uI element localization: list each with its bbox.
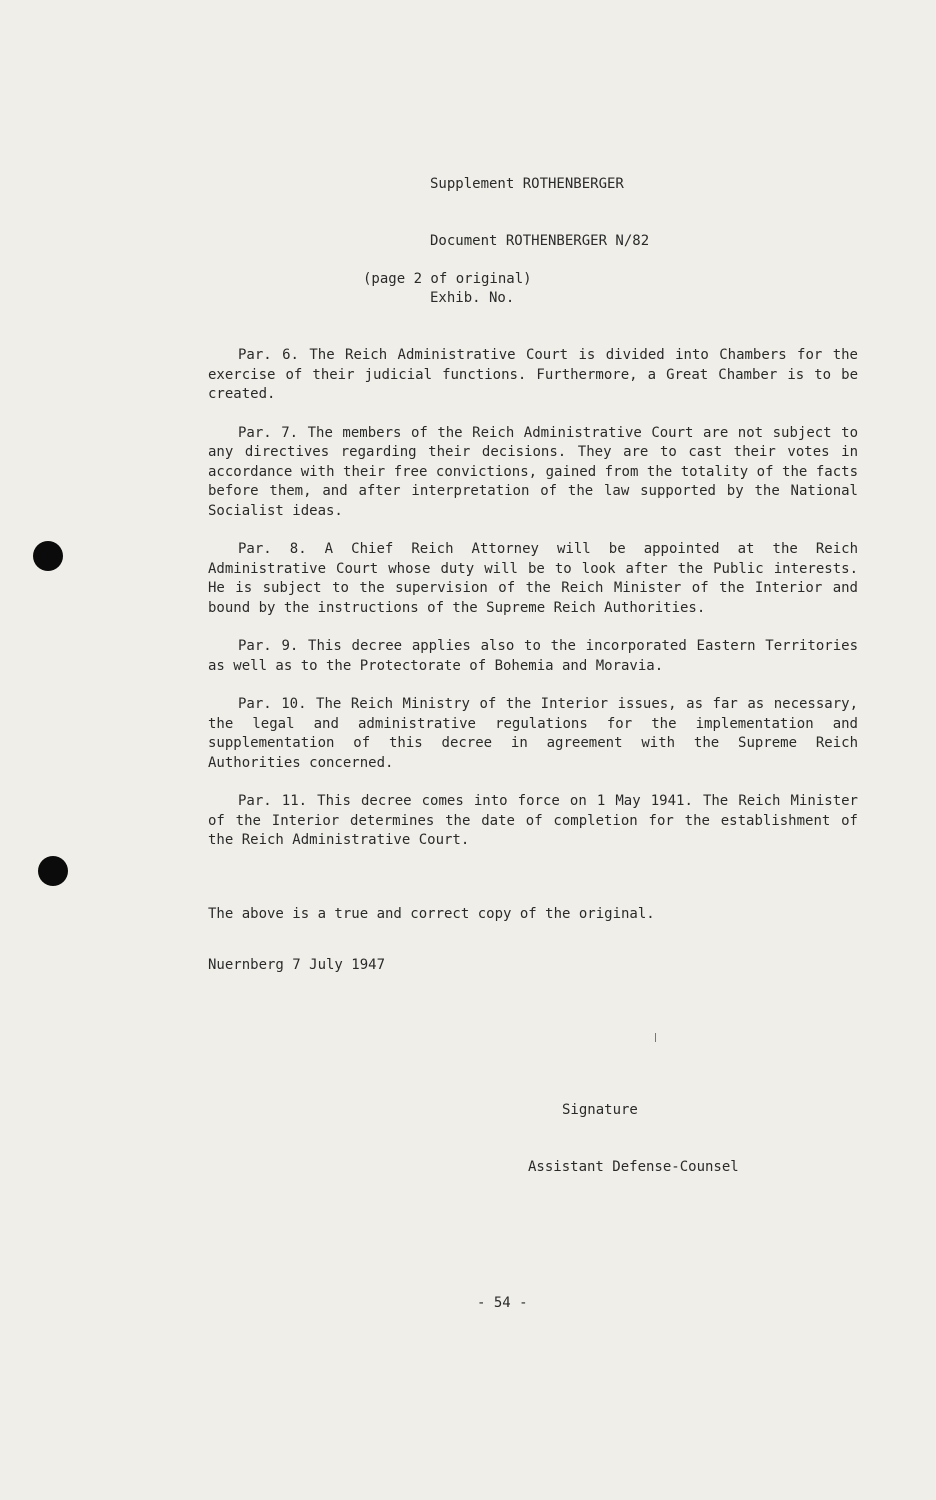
signature-label: Signature [562,1102,638,1118]
page-note: (page 2 of original) [363,271,532,287]
paragraph-par-9: Par. 9. This decree applies also to the incorporated Eastern Territories as well as to the Protectorate of Bohemia and Moravia. [208,638,858,674]
stray-mark [655,1033,656,1042]
punch-hole [33,541,63,571]
paragraph-par-10: Par. 10. The Reich Ministry of the Interior issues, as far as necessary, the legal and administrative regulations for the implementation and supplementation of this decree in agreement with the Supreme Reich Authorities concerned. [208,696,858,771]
paragraph-par-7: Par. 7. The members of the Reich Administrative Court are not subject to any directives regarding their decisions. They are to cast their votes in accordance with their free convictions, gained from the totality of the facts before them, and after interpretation of the law supported by the National Socialist ideas. [208,424,858,519]
signature-title: Assistant Defense-Counsel [528,1159,739,1175]
paragraph-par-6: Par. 6. The Reich Administrative Court is divided into Chambers for the exercise of their judicial functions. Furthermore, a Great Chamber is to be created. [208,347,858,402]
document-body [208,346,858,870]
paragraph-par-8: Par. 8. A Chief Reich Attorney will be appointed at the Reich Administrative Court whose duty will be to look after the Public interests. He is subject to the supervision of the Reich Minister of the Interior and bound by the instructions of the Supreme Reich Authorities. [208,541,858,616]
document-header [430,137,649,346]
header-document-id: Document ROTHENBERGER N/82 [430,233,650,249]
paragraph-par-11: Par. 11. This decree comes into force on 1 May 1941. The Reich Minister of the Interior determines the date of completion for the establishment of the Reich Administrative Court. [208,793,858,848]
certification-statement: The above is a true and correct copy of the original. [208,906,655,922]
punch-hole [38,856,68,886]
header-exhibit: Exhib. No. [430,290,515,306]
signature-block [528,1063,739,1215]
place-date: Nuernberg 7 July 1947 [208,957,386,973]
header-supplement: Supplement ROTHENBERGER [430,176,624,192]
page-number: - 54 - [477,1295,528,1311]
